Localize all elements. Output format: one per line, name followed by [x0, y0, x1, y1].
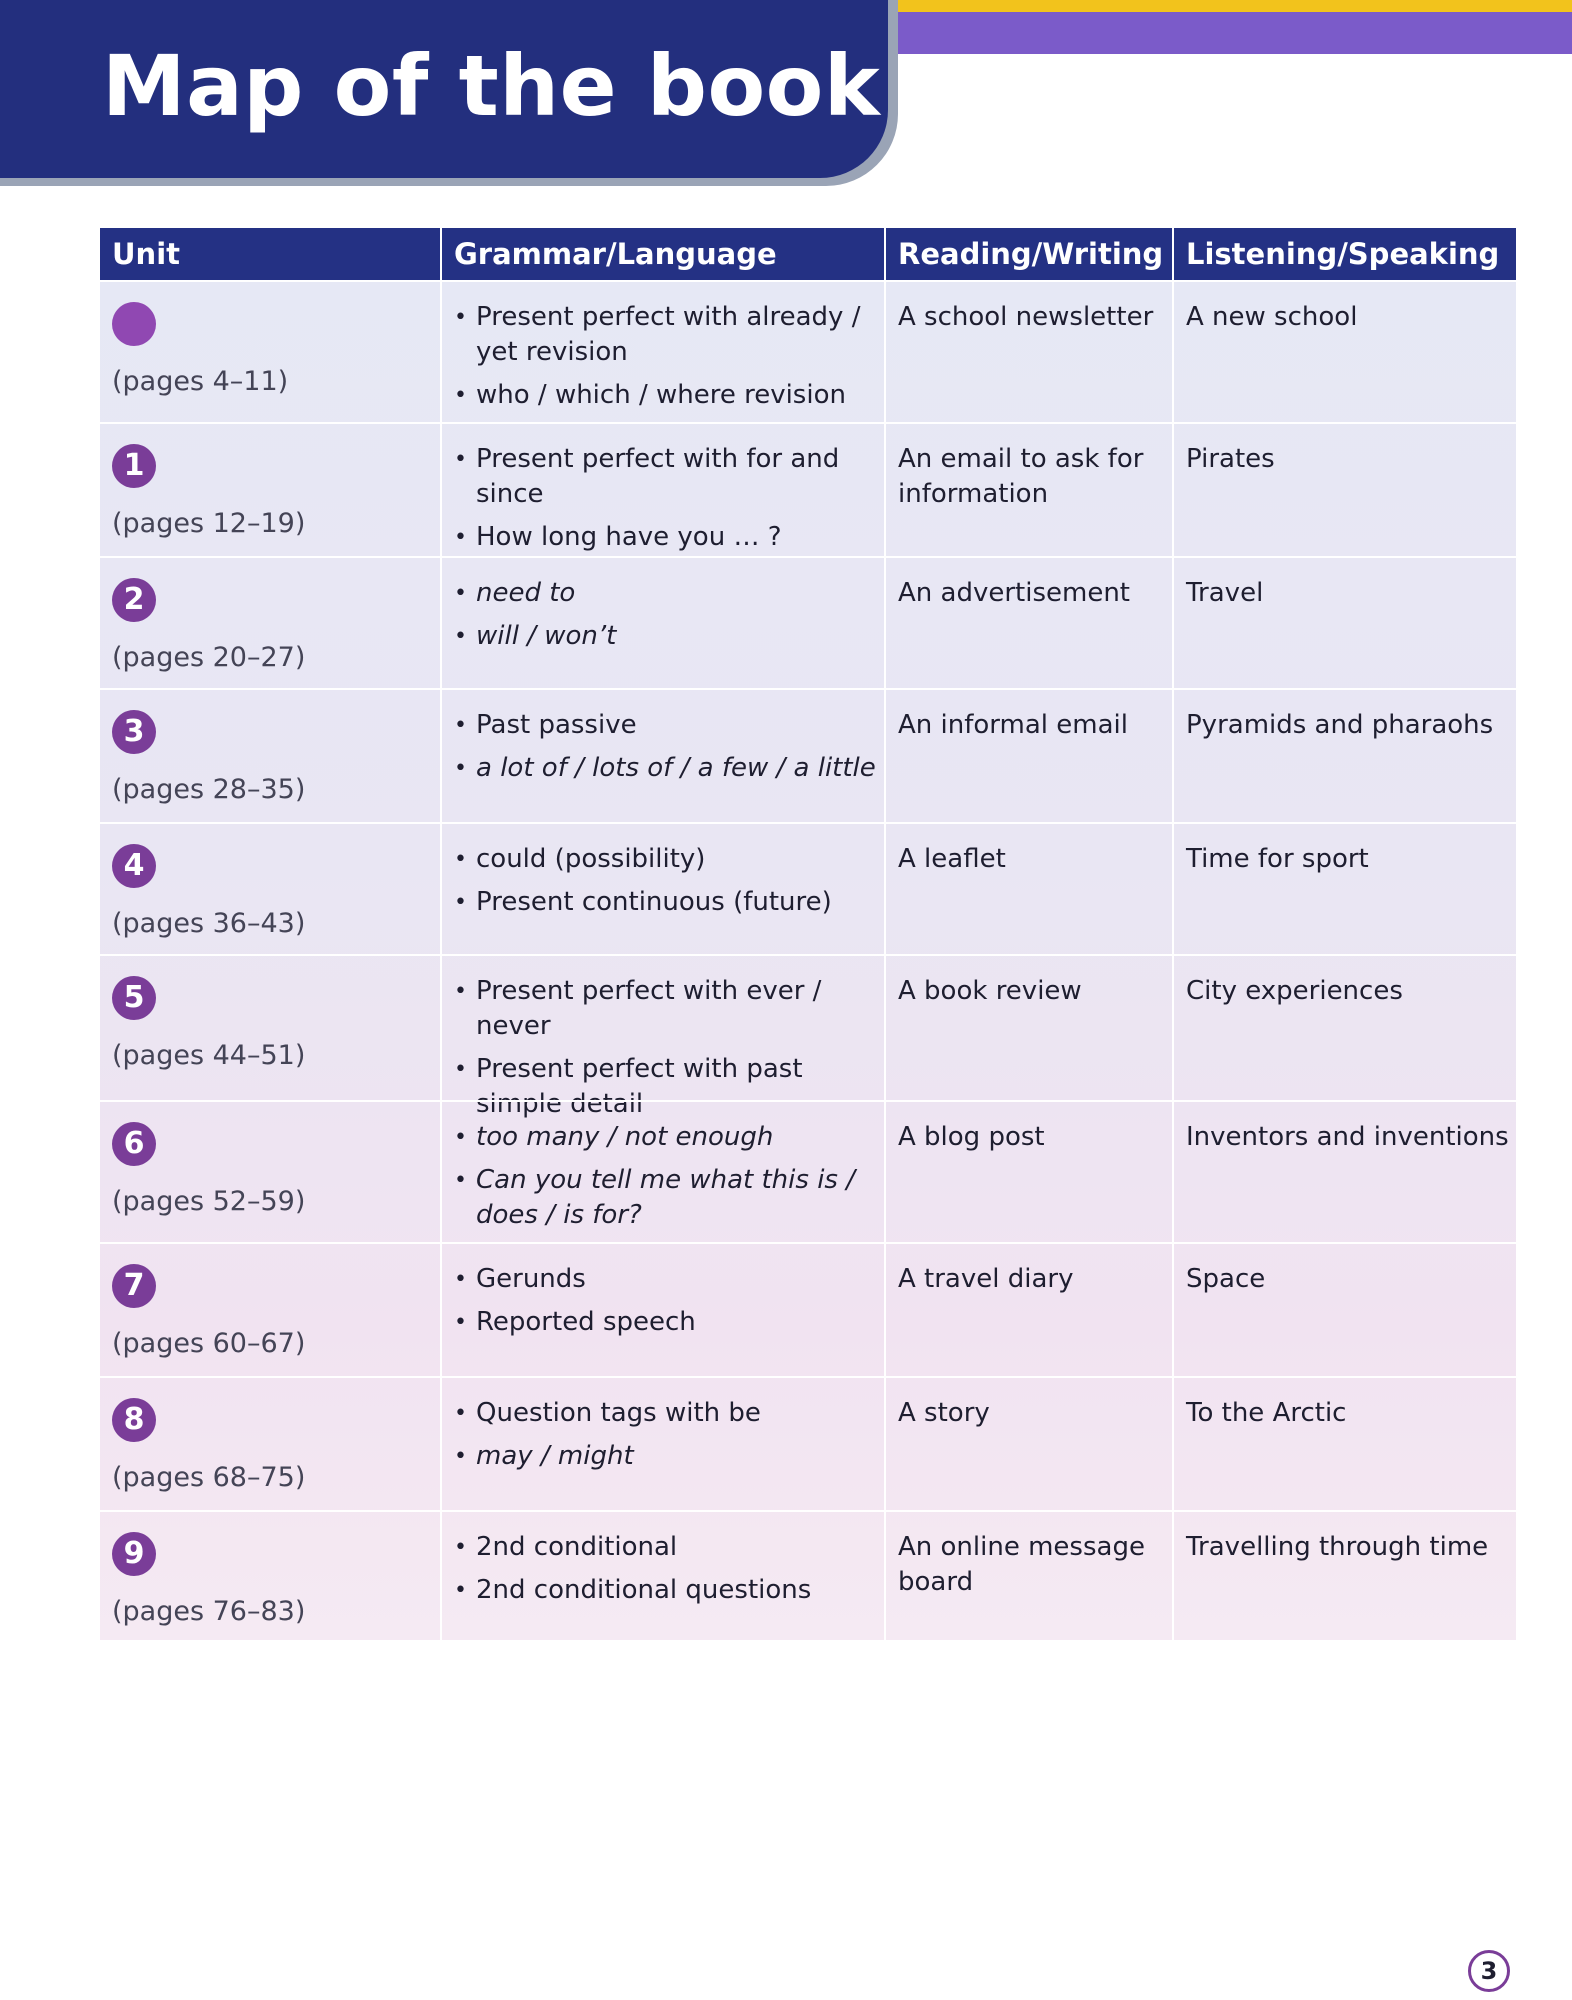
grammar-item: • need to: [442, 576, 880, 611]
reading-cell: A blog post: [898, 1122, 1045, 1152]
listening-cell: To the Arctic: [1186, 1398, 1347, 1428]
grammar-item: • will / won’t: [442, 619, 880, 654]
map-table: [100, 228, 1516, 1640]
grammar-list: [442, 442, 880, 563]
grammar-item: • Present continuous (future): [442, 885, 880, 920]
listening-cell: Travel: [1186, 578, 1264, 608]
grammar-item: • Question tags with be: [442, 1396, 880, 1431]
grammar-item: • Can you tell me what this is / does / is for?: [442, 1163, 880, 1233]
listening-cell: Time for sport: [1186, 844, 1369, 874]
table-row: [100, 1100, 1516, 1242]
reading-cell: A school newsletter: [898, 302, 1154, 332]
unit-pages: (pages 4–11): [112, 366, 289, 397]
unit-pages: (pages 44–51): [112, 1040, 306, 1071]
grammar-item: • Past passive: [442, 708, 880, 743]
unit-pages: (pages 12–19): [112, 508, 306, 539]
title-banner: [0, 0, 888, 178]
unit-badge: 9: [112, 1532, 156, 1576]
grammar-item: • Present perfect with already / yet revision: [442, 300, 880, 370]
unit-pages: (pages 28–35): [112, 774, 306, 805]
grammar-list: [442, 842, 880, 928]
unit-badge: 7: [112, 1264, 156, 1308]
unit-badge: 2: [112, 578, 156, 622]
page-number: 3: [1468, 1950, 1510, 1992]
grammar-item: • could (possibility): [442, 842, 880, 877]
unit-pages: (pages 36–43): [112, 908, 306, 939]
table-row: [100, 556, 1516, 688]
reading-cell: A book review: [898, 976, 1082, 1006]
listening-cell: City experiences: [1186, 976, 1403, 1006]
unit-pages: (pages 20–27): [112, 642, 306, 673]
grammar-item: • 2nd conditional questions: [442, 1573, 880, 1608]
unit-badge: 1: [112, 444, 156, 488]
reading-cell: A travel diary: [898, 1264, 1074, 1294]
unit-badge: 8: [112, 1398, 156, 1442]
reading-cell: A leaflet: [898, 844, 1006, 874]
grammar-item: • too many / not enough: [442, 1120, 880, 1155]
header-grammar: Grammar/Language: [454, 237, 777, 271]
listening-cell: Space: [1186, 1264, 1266, 1294]
grammar-item: • Present perfect with past simple detail: [442, 1052, 880, 1122]
reading-cell: A story: [898, 1398, 990, 1428]
table-row: [100, 1510, 1516, 1640]
grammar-item: • Present perfect with for and since: [442, 442, 880, 512]
listening-cell: Pyramids and pharaohs: [1186, 710, 1494, 740]
unit-badge: 3: [112, 710, 156, 754]
grammar-list: [442, 708, 880, 794]
unit-pages: (pages 52–59): [112, 1186, 306, 1217]
top-accent-bar-purple: [880, 12, 1572, 54]
reading-cell: An email to ask for information: [898, 444, 1144, 509]
grammar-list: [442, 1262, 880, 1348]
grammar-item: • may / might: [442, 1439, 880, 1474]
grammar-item: • Reported speech: [442, 1305, 880, 1340]
page-title: Map of the book: [102, 37, 881, 135]
listening-cell: Pirates: [1186, 444, 1275, 474]
listening-cell: A new school: [1186, 302, 1358, 332]
grammar-list: [442, 300, 880, 421]
table-row: [100, 954, 1516, 1119]
reading-cell: An informal email: [898, 710, 1128, 740]
header-unit: Unit: [112, 237, 180, 271]
grammar-list: [442, 1530, 880, 1616]
table-header: [100, 228, 1516, 280]
grammar-list: [442, 1396, 880, 1482]
unit-badge: 6: [112, 1122, 156, 1166]
grammar-item: • who / which / where revision: [442, 378, 880, 413]
header-reading: Reading/Writing: [898, 237, 1164, 271]
table-row: [100, 422, 1516, 556]
table-row: [100, 280, 1516, 422]
listening-cell: Inventors and inventions: [1186, 1122, 1509, 1152]
reading-cell: An online message board: [898, 1532, 1145, 1597]
grammar-list: [442, 1120, 880, 1241]
table-row: [100, 822, 1516, 954]
grammar-item: • 2nd conditional: [442, 1530, 880, 1565]
unit-badge: 4: [112, 844, 156, 888]
reading-cell: An advertisement: [898, 578, 1130, 608]
listening-cell: Travelling through time: [1186, 1532, 1489, 1562]
grammar-item: • a lot of / lots of / a few / a little: [442, 751, 880, 786]
table-row: [100, 1376, 1516, 1510]
grammar-item: • Present perfect with ever / never: [442, 974, 880, 1044]
table-row: [100, 688, 1516, 822]
grammar-list: [442, 576, 880, 662]
header-listening: Listening/Speaking: [1186, 237, 1500, 271]
unit-pages: (pages 60–67): [112, 1328, 306, 1359]
unit-pages: (pages 76–83): [112, 1596, 306, 1627]
top-accent-bar-yellow: [880, 0, 1572, 12]
unit-badge: 5: [112, 976, 156, 1020]
table-row: [100, 1242, 1516, 1376]
grammar-item: • Gerunds: [442, 1262, 880, 1297]
grammar-item: • How long have you … ?: [442, 520, 880, 555]
unit-pages: (pages 68–75): [112, 1462, 306, 1493]
unit-badge: [112, 302, 156, 346]
